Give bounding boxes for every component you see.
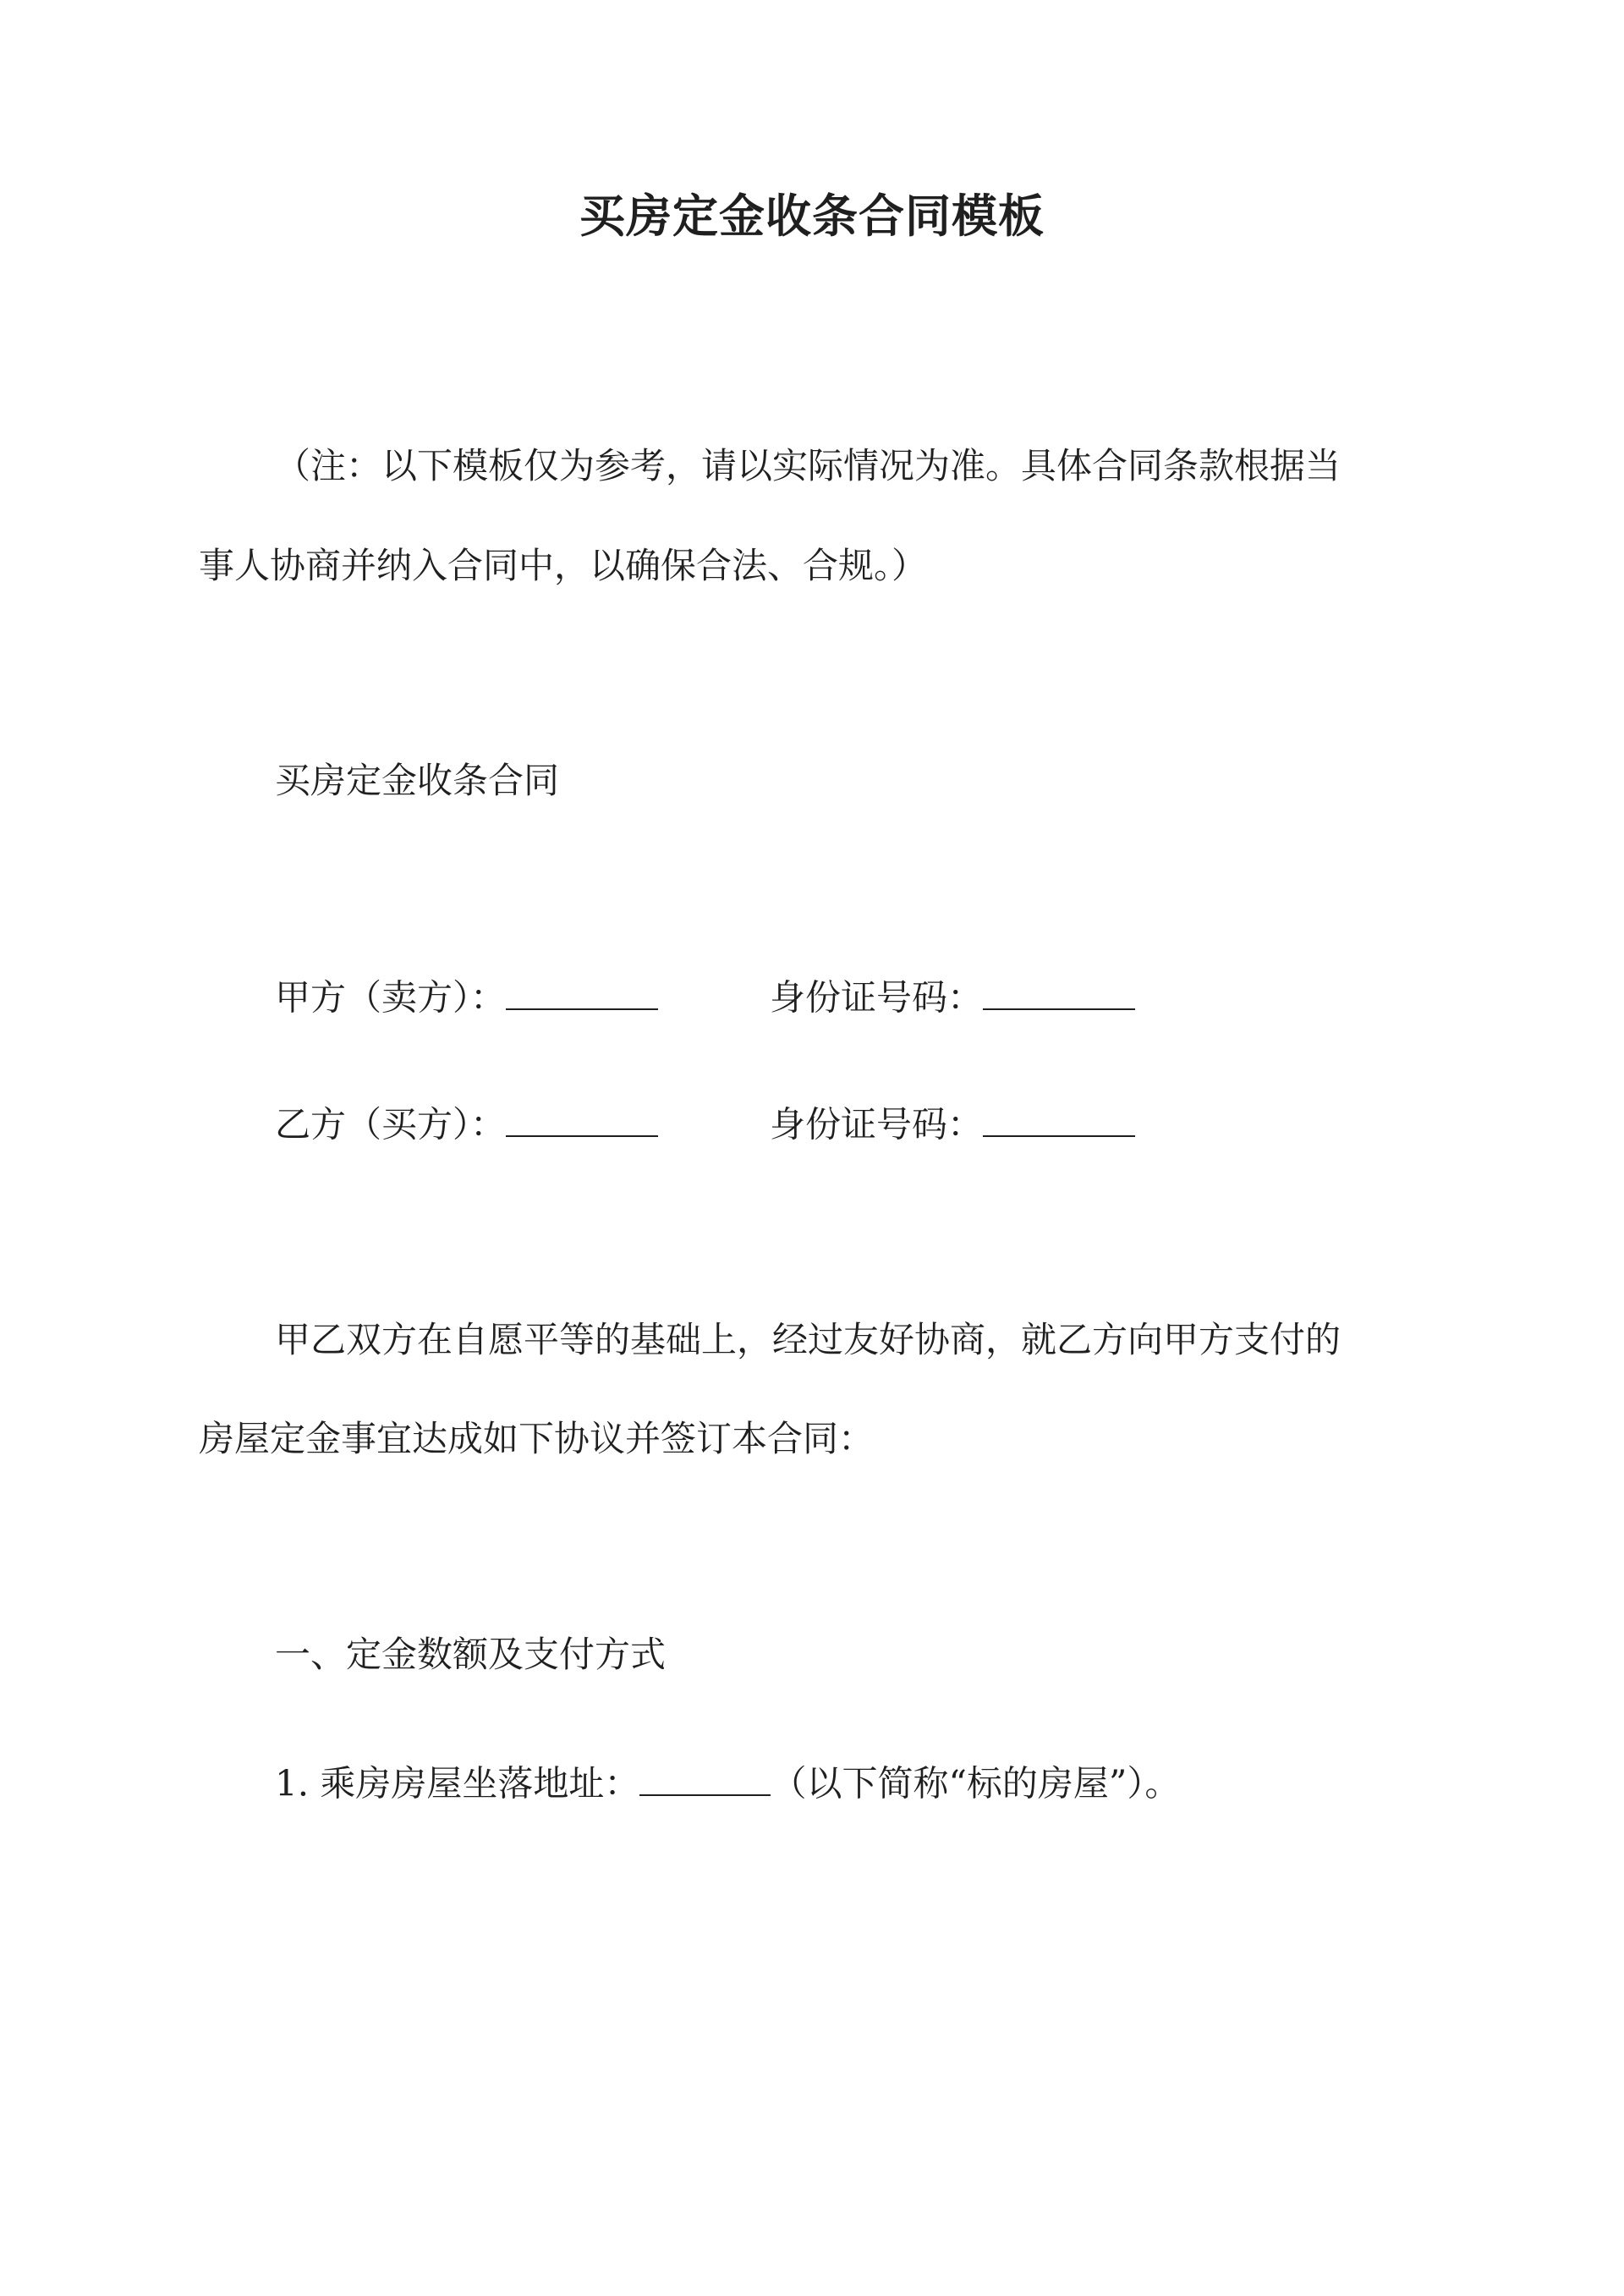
- party-a-id-row: [770, 976, 1135, 1019]
- document-title: 买房定金收条合同模板: [579, 189, 1045, 243]
- party-b-row: [275, 1105, 658, 1143]
- address-blank: [639, 1764, 771, 1796]
- party-b-id-label: 身份证号码：: [770, 1103, 984, 1145]
- intro-line-1: 甲乙双方在自愿平等的基础上，经过友好协商，就乙方向甲方支付的: [275, 1319, 1341, 1360]
- party-a-label: 甲方（卖方）：: [275, 976, 507, 1019]
- item-1-suffix: （以下简称“标的房屋”）。: [771, 1762, 1181, 1804]
- party-b-id-row: [770, 1105, 1135, 1143]
- party-a-row: [275, 976, 658, 1019]
- section-1-heading: 一、定金数额及支付方式: [275, 1634, 667, 1675]
- note-line-2: 事人协商并纳入合同中，以确保合法、合规。）: [199, 545, 928, 586]
- contract-heading: 买房定金收条合同: [275, 760, 560, 801]
- party-b-label: 乙方（买方）：: [275, 1103, 507, 1145]
- party-a-id-label: 身份证号码：: [770, 976, 984, 1019]
- intro-line-2: 房屋定金事宜达成如下协议并签订本合同：: [199, 1418, 875, 1459]
- party-b-name-blank: [506, 1105, 658, 1137]
- party-a-id-blank: [983, 978, 1135, 1010]
- party-a-name-blank: [506, 978, 658, 1010]
- note-line-1: （注：以下模板仅为参考，请以实际情况为准。具体合同条款根据当: [275, 445, 1341, 486]
- section-1-item-1: [275, 1764, 1180, 1802]
- item-1-prefix: 1. 乘房房屋坐落地址：: [275, 1762, 640, 1804]
- party-b-id-blank: [983, 1105, 1135, 1137]
